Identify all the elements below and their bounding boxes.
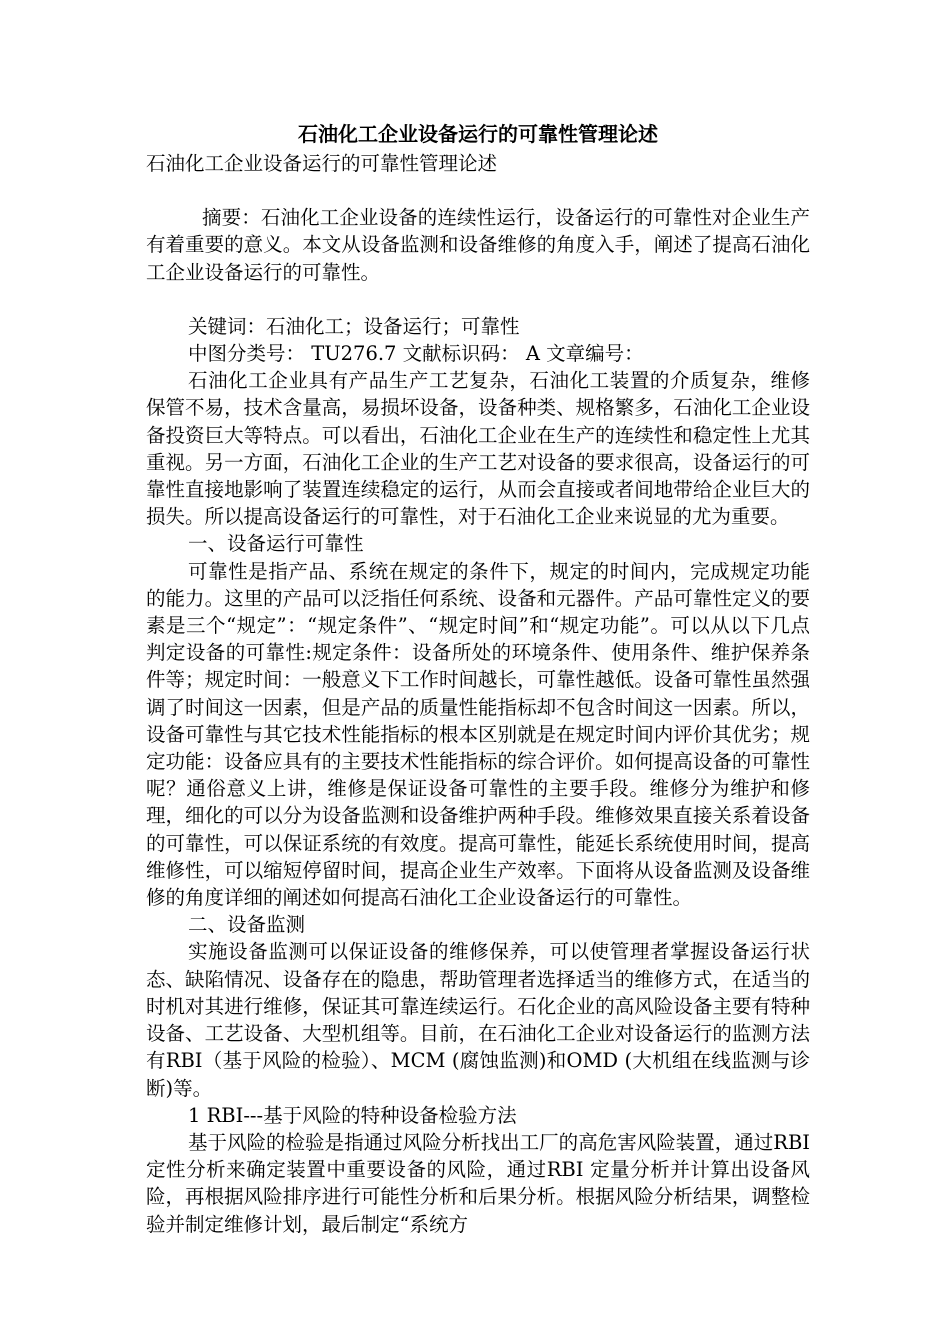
abstract-paragraph: 摘要：石油化工企业设备的连续性运行，设备运行的可靠性对企业生产有着重要的意义。本文从设备监测和设备维修的角度入手，阐述了提高石油化工企业设备运行的可靠性。 <box>146 206 810 284</box>
subsection-heading-rbi: 1 RBI---基于风险的特种设备检验方法 <box>188 1103 517 1127</box>
blank-line <box>146 177 810 204</box>
document-subtitle: 石油化工企业设备运行的可靠性管理论述 <box>146 152 498 175</box>
section-heading-monitoring: 二、设备监测 <box>188 913 306 937</box>
rbi-paragraph: 基于风险的检验是指通过风险分析找出工厂的高危害风险装置，通过RBI 定性分析来确定装置中重要设备的风险，通过RBI 定量分析并计算出设备风险，再根据风险排序进行可能性分析和后果分析。根据风险分析结果，调整检验并制定维修计划，最后制定“系统方 <box>146 1130 810 1236</box>
reliability-paragraph: 可靠性是指产品、系统在规定的条件下，规定的时间内，完成规定功能的能力。这里的产品可以泛指任何系统、设备和元器件。产品可靠性定义的要素是三个“规定”：“规定条件”、“规定时间”和“规定功能”。可以从以下几点判定设备的可靠性:规定条件：设备所处的环境条件、使用条件、维护保养条件等；规定时间：一般意义下工作时间越长，可靠性越低。设备可靠性虽然强调了时间这一因素，但是产品的质量性能指标却不包含时间这一因素。所以，设备可靠性与其它技术性能指标的根本区别就是在规定时间内评价其优劣；规定功能：设备应具有的主要技术性能指标的综合评价。如何提高设备的可靠性呢？通俗意义上讲，维修是保证设备可靠性的主要手段。维修分为维护和修理，细化的可以分为设备监测和设备维护两种手段。维修效果直接关系着设备的可靠性，可以保证系统的有效度。提高可靠性，能延长系统使用时间，提高维修性，可以缩短停留时间，提高企业生产效率。下面将从设备监测及设备维修的角度详细的阐述如何提高石油化工企业设备运行的可靠性。 <box>146 559 810 910</box>
blank-line <box>146 286 810 313</box>
document-title: 石油化工企业设备运行的可靠性管理论述 <box>298 122 658 146</box>
section-heading-reliability: 一、设备运行可靠性 <box>188 532 364 556</box>
keywords-line: 关键词：石油化工；设备运行；可靠性 <box>188 314 520 338</box>
monitoring-paragraph: 实施设备监测可以保证设备的维修保养，可以使管理者掌握设备运行状态、缺陷情况、设备存在的隐患，帮助管理者选择适当的维修方式，在适当的时机对其进行维修，保证其可靠连续运行。石化企业的高风险设备主要有特种设备、工艺设备、大型机组等。目前，在石油化工企业对设备运行的监测方法有RBI（基于风险的检验）、MCM (腐蚀监测)和OMD (大机组在线监测与诊断)等。 <box>146 940 810 1100</box>
intro-paragraph: 石油化工企业具有产品生产工艺复杂，石油化工装置的介质复杂，维修保管不易，技术含量高，易损坏设备，设备种类、规格繁多，石油化工企业设备投资巨大等特点。可以看出，石油化工企业在生产的连续性和稳定性上尤其重视。另一方面，石油化工企业的生产工艺对设备的要求很高，设备运行的可靠性直接地影响了装置连续稳定的运行，从而会直接或者间地带给企业巨大的损失。所以提高设备运行的可靠性，对于石油化工企业来说显的尤为重要。 <box>146 369 810 529</box>
classification-line: 中图分类号： TU276.7 文献标识码： A 文章编号： <box>188 342 644 366</box>
document-page <box>146 120 810 1238</box>
